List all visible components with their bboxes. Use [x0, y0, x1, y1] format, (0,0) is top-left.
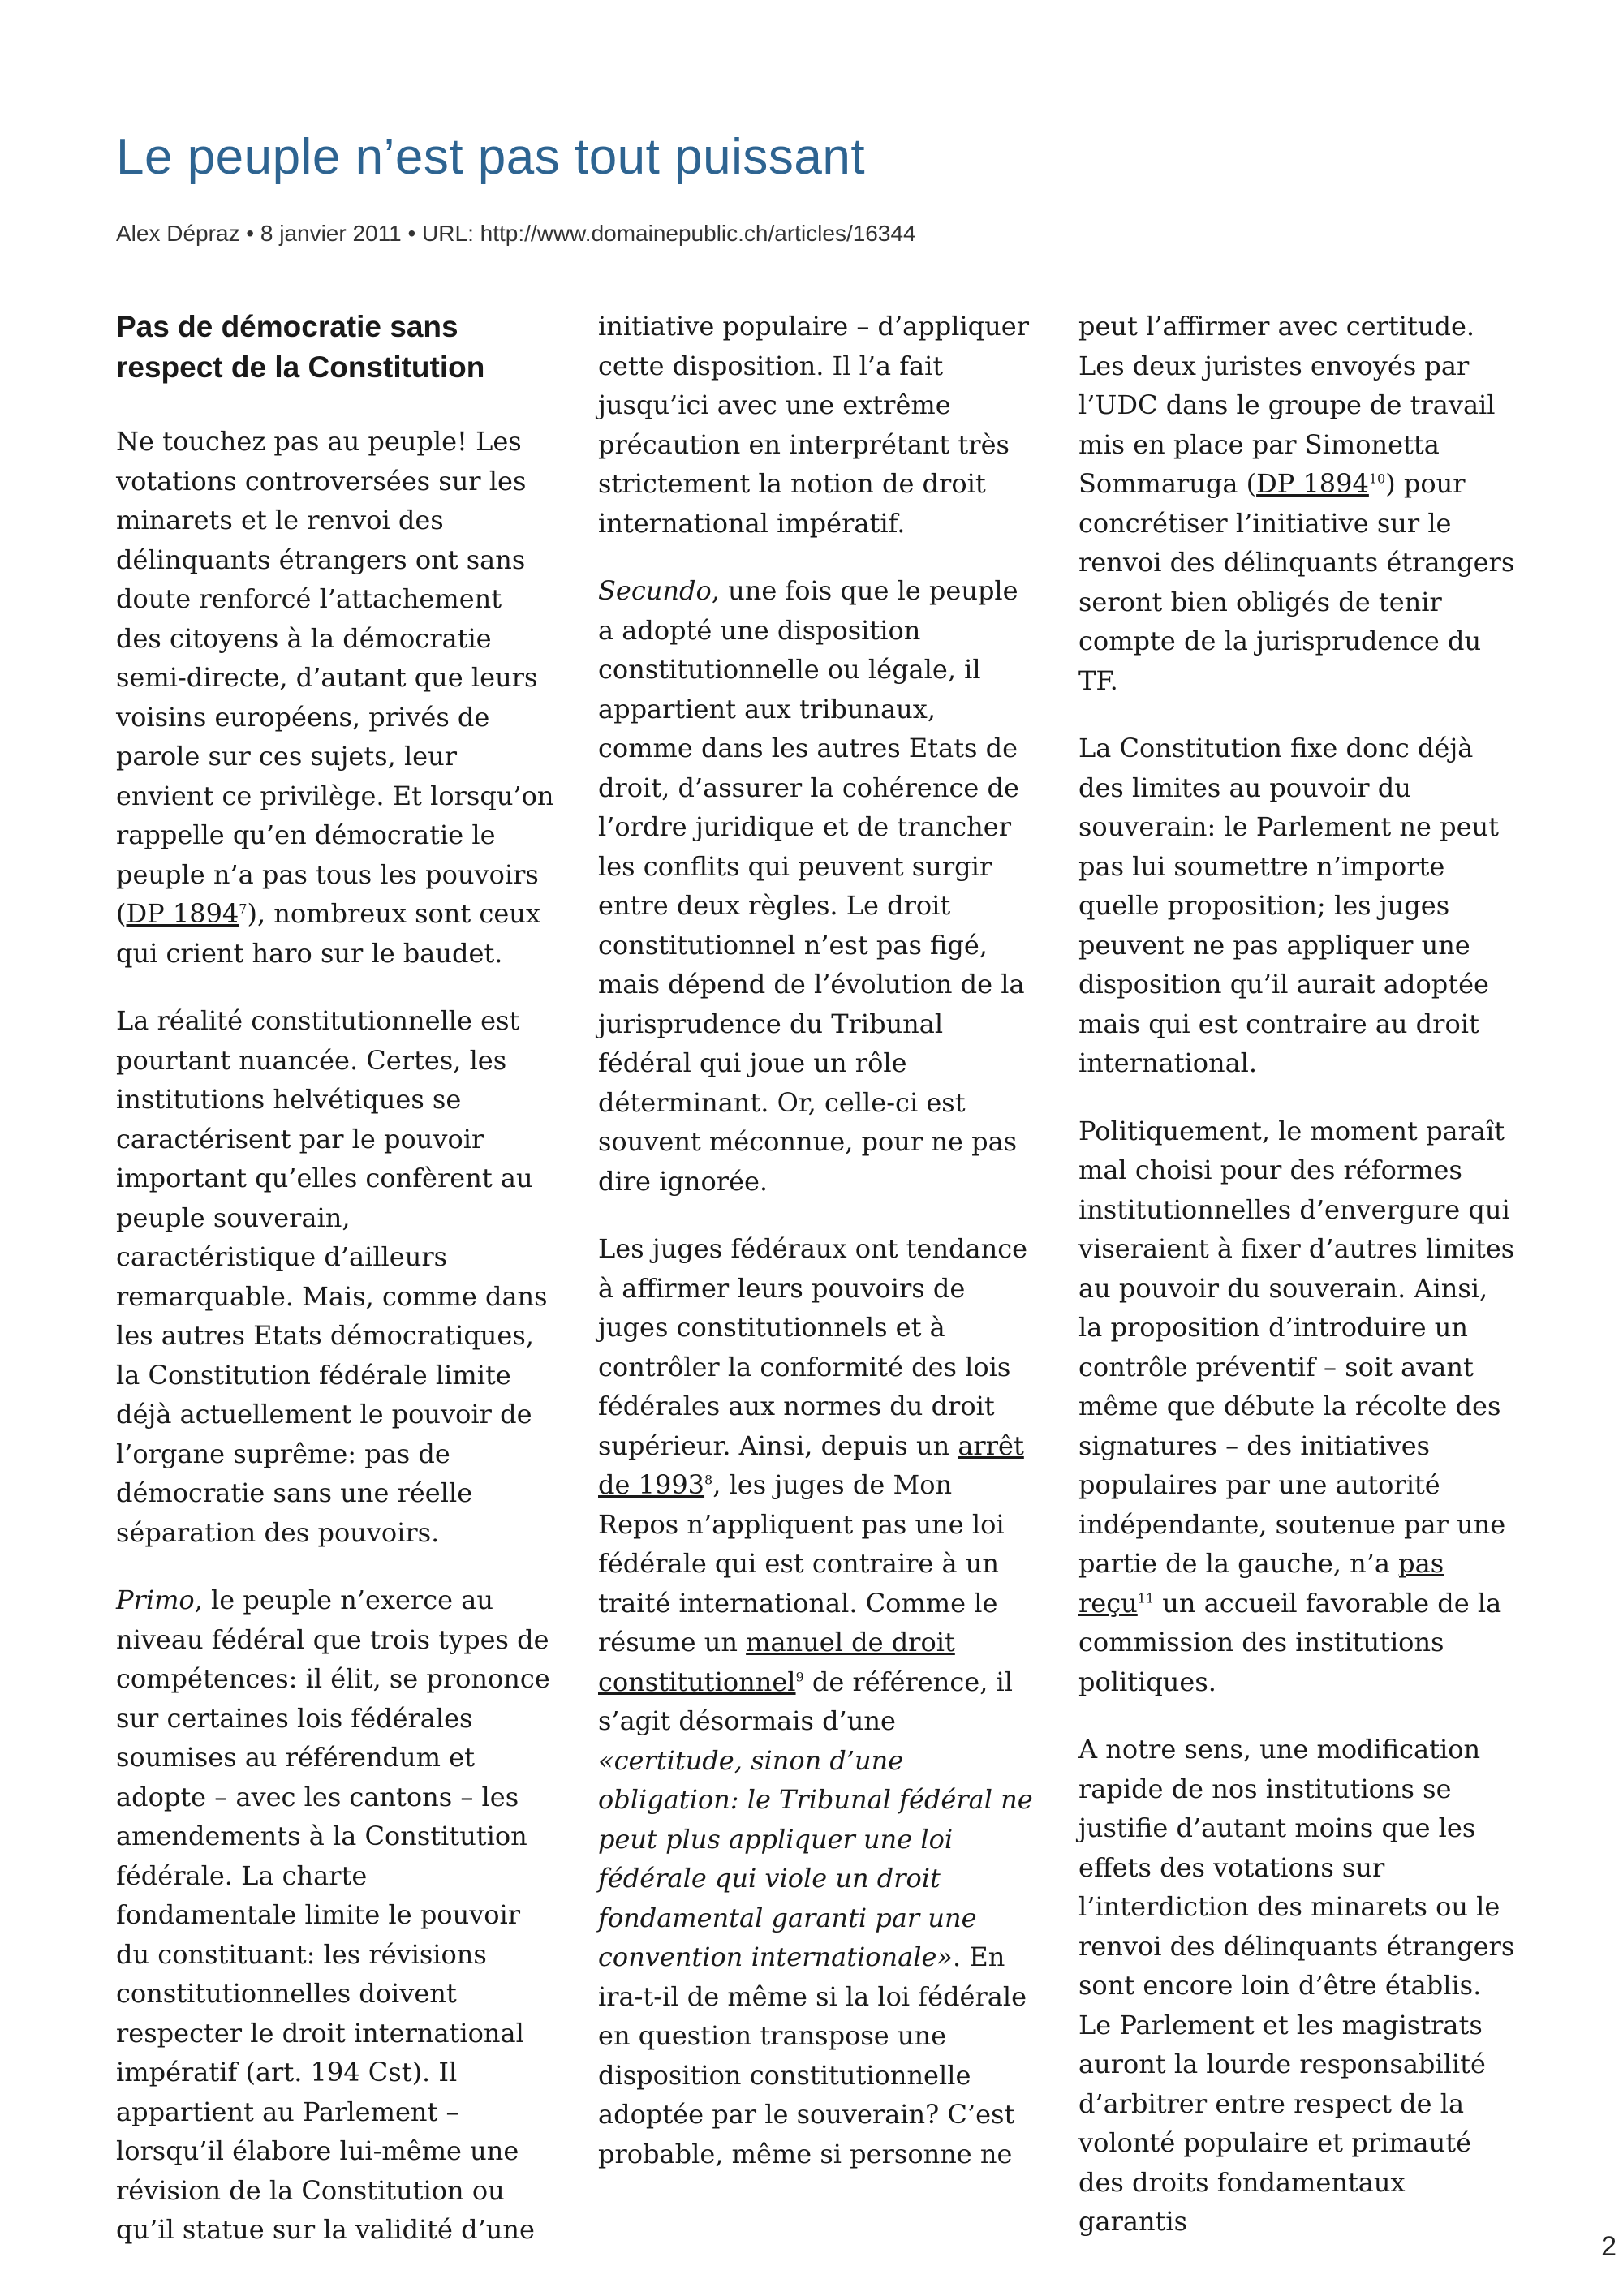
footnote-ref: 9: [795, 1668, 804, 1684]
paragraph: initiative populaire – d’appliquer cette disposition. Il l’a fait jusqu’ici avec une extrême précaution en interprétant très strictement la notion de droit international impératif.: [598, 311, 1029, 539]
paragraph: Ne touchez pas au peuple! Les votations controversées sur les minarets et le renvoi des délinquants étrangers ont sans doute renforcé l’attachement des citoyens à la démocratie semi-directe, d’autant que leurs voisins européens, privés de parole sur ces sujets, leur envient ce privilège. Et lorsqu’on rappelle qu’en démocratie le peuple n’a pas tous les pouvoirs (DP 1894$^7$), nombreux sont ceux qui crient haro sur le baudet.: [116, 426, 554, 969]
paragraph: La Constitution fixe donc déjà des limites au pouvoir du souverain: le Parlement ne peut pas lui soumettre n’importe quelle proposition; les juges peuvent ne pas appliquer une disposition qu’il aurait adoptée mais qui est contraire au droit international.: [1078, 733, 1499, 1078]
paragraph: A notre sens, une modification rapide de nos institutions se justifie d’autant moins que les effets des votations sur l’interdiction des minarets ou le renvoi des délinquants étrangers sont encore loin d’être établis. Le Parlement et les magistrats auront la lourde responsabilité d’arbitrer entre respect de la volonté populaire et primauté des droits fondamentaux garantis: [1078, 1734, 1515, 2237]
page-number: 2: [1601, 2231, 1617, 2262]
paragraph: Les juges fédéraux ont tendance à affirmer leurs pouvoirs de juges constitutionnels et à contrôler la conformité des lois fédérales aux normes du droit supérieur. Ainsi, depuis un arrêt de 1993$^8$, les juges de Mon Repos n’appliquent pas une loi fédérale qui est contraire à un traité international. Comme le résume un manuel de droit constitutionnel$^9$ de référence, il s’agit désormais d’une «certitude, sinon d’une obligation: le Tribunal fédéral ne peut plus appliquer une loi fédérale qui viole un droit fondamental garanti par une convention internationale». En ira-t-il de même si la loi fédérale en question transpose une disposition constitutionnelle adoptée par le souverain? C’est probable, même si personne ne: [598, 1233, 1033, 2169]
paragraph: peut l’affirmer avec certitude. Les deux juristes envoyés par l’UDC dans le groupe de travail mis en place par Simonetta Sommaruga (DP 1894$^{10}$) pour concrétiser l’initiative sur le renvoi des délinquants étrangers seront bien obligés de tenir compte de la jurisprudence du TF.: [1078, 311, 1515, 696]
footnote-ref: 11: [1137, 1589, 1155, 1606]
link-manuel-droit[interactable]: manuel de droit constitutionnel: [598, 1627, 955, 1697]
link-arret-1993[interactable]: arrêt de 1993: [598, 1430, 1024, 1500]
column-1: [116, 307, 554, 2278]
paragraph: Secundo, une fois que le peuple a adopté une disposition constitutionnelle ou légale, il appartient aux tribunaux, comme dans les autres Etats de droit, d’assurer la cohérence de l’ordre juridique et de trancher les conflits qui peuvent surgir entre deux règles. Le droit constitutionnel n’est pas figé, mais dépend de l’évolution de la jurisprudence du Tribunal fédéral qui joue un rôle déterminant. Or, celle-ci est souvent méconnue, pour ne pas dire ignorée.: [598, 575, 1025, 1197]
quote: «certitude, sinon d’une obligation: le Tribunal fédéral ne peut plus appliquer une loi fédérale qui viole un droit fondamental garanti par une convention internationale»: [598, 1744, 1033, 1972]
article-title: Le peuple n’est pas tout puissant: [116, 129, 866, 185]
column-3: [1078, 307, 1517, 2270]
paragraph: Politiquement, le moment paraît mal choisi pour des réformes institutionnelles d’envergure qui viseraient à fixer d’autres limites au pouvoir du souverain. Ainsi, la proposition d’introduire un contrôle préventif – soit avant même que débute la récolte des signatures – des initiatives populaires par une autorité indépendante, soutenue par une partie de la gauche, n’a pas reçu$^{11}$ un accueil favorable de la commission des institutions politiques.: [1078, 1115, 1515, 1697]
paragraph: La réalité constitutionnelle est pourtant nuancée. Certes, les institutions helvétiques se caractérisent par le pouvoir important qu’elles confèrent au peuple souverain, caractéristique d’ailleurs remarquable. Mais, comme dans les autres Etats démocratiques, la Constitution fédérale limite déjà actuellement le pouvoir de l’organe suprême: pas de démocratie sans une réelle séparation des pouvoirs.: [116, 1005, 548, 1548]
paragraph: Primo, le peuple n’exerce au niveau fédéral que trois types de compétences: il élit, se prononce sur certaines lois fédérales soumises au référendum et adopte – avec les cantons – les amendements à la Constitution fédérale. La charte fondamentale limite le pouvoir du constituant: les révisions constitutionnelles doivent respecter le droit international impératif (art. 194 Cst). Il appartient au Parlement – lorsqu’il élabore lui-même une révision de la Constitution ou qu’il statue sur la validité d’une: [116, 1584, 550, 2245]
footnote-ref: 8: [704, 1472, 713, 1488]
footnote-ref: 10: [1368, 471, 1386, 487]
section-heading: Pas de démocratie sans respect de la Constitution: [116, 310, 485, 384]
link-dp-1894[interactable]: DP 1894: [1256, 468, 1369, 499]
link-dp-1894[interactable]: DP 1894: [126, 898, 239, 929]
column-2: [598, 307, 1036, 2202]
article-meta: Alex Dépraz • 8 janvier 2011 • URL: http://www.domainepublic.ch/articles/16344: [116, 221, 916, 246]
footnote-ref: 7: [239, 901, 248, 917]
link-pas-recu[interactable]: pas reçu: [1078, 1548, 1444, 1619]
